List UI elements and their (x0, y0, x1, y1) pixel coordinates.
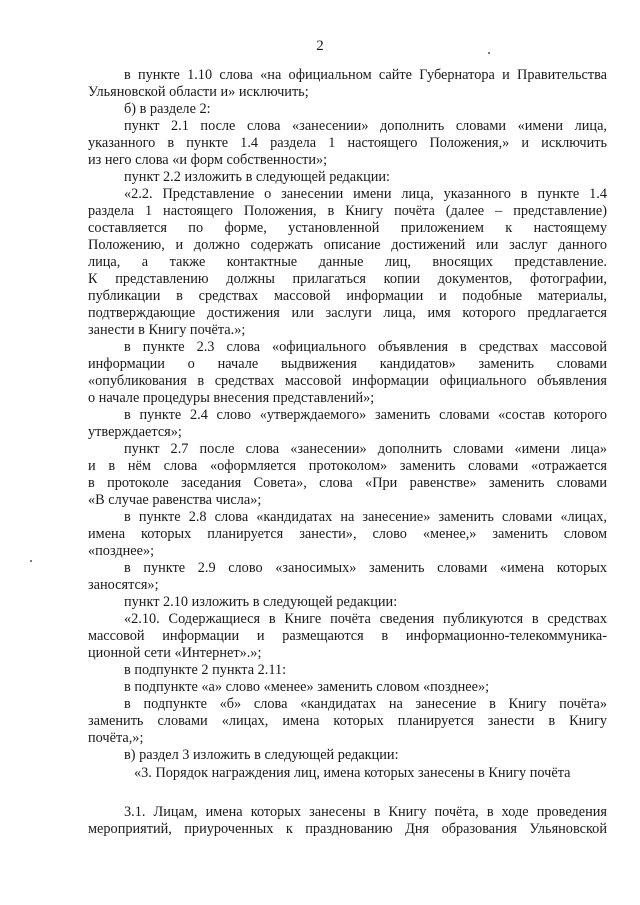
text-line: в пункте 2.4 слово «утверждаемого» заменить словами «состав которого (124, 407, 607, 423)
text-line: в подпункте «б» слова «кандидатах на занесение в Книгу почёта» (124, 696, 607, 712)
text-line: лица, а также контактные данные лиц, вносящих представление. (88, 254, 607, 270)
text-line: Ульяновской области и» исключить; (88, 84, 309, 100)
text-line: массовой информации и размещаются в информационно-телекоммуника- (88, 628, 607, 644)
text-line: «2.2. Представление о занесении имени лица, указанного в пункте 1.4 (124, 186, 607, 202)
text-line: раздела 1 настоящего Положения, в Книгу почёта (далее – представление) (88, 203, 607, 219)
text-line: Положению, и должно содержать описание достижений или заслуг данного (88, 237, 607, 253)
text-line: в подпункте «а» слово «менее» заменить словом «позднее»; (124, 679, 490, 695)
text-line: б) в разделе 2: (124, 101, 211, 117)
text-line: имена которых планируется занести», слово «менее,» заменить словом (88, 526, 607, 542)
text-line: 3.1. Лицам, имена которых занесены в Книгу почёта, в ходе проведения (124, 804, 607, 820)
text-line: пункт 2.10 изложить в следующей редакции: (124, 594, 398, 610)
text-line: мероприятий, приуроченных к празднованию Дня образования Ульяновской (88, 821, 607, 837)
text-line: информации о начале выдвижения кандидатов» заменить словами (88, 356, 607, 372)
text-line: заменить словами «лицах, имена которых планируется занести в Книгу (88, 713, 607, 729)
text-line: в протоколе заседания Совета», слова «При равенстве» заменить словами (88, 475, 607, 491)
scan-speck (30, 560, 32, 562)
text-line: «2.10. Содержащиеся в Книге почёта сведения публикуются в средствах (124, 611, 607, 627)
text-line: подтверждающие достижения или заслуги лица, имя которого предлагается (88, 305, 607, 321)
section-heading: «3. Порядок награждения лиц, имена которых занесены в Книгу почёта (134, 765, 571, 781)
text-line: заносятся»; (88, 577, 159, 593)
text-line: К представлению должны прилагаться копии документов, фотографии, (88, 271, 607, 287)
text-line: в) раздел 3 изложить в следующей редакции: (124, 747, 399, 763)
text-line: указанного в пункте 1.4 раздела 1 настоящего Положения,» и исключить (88, 135, 607, 151)
scan-speck (488, 52, 490, 54)
text-line: о начале процедуры внесения представлений»; (88, 390, 375, 406)
text-line: в пункте 2.9 слово «заносимых» заменить словами «имена которых (124, 560, 607, 576)
text-line: почёта,»; (88, 730, 144, 746)
page-number: 2 (316, 38, 324, 54)
text-line: публикации в средствах массовой информации и подобные материалы, (88, 288, 607, 304)
text-line: занести в Книгу почёта.»; (88, 322, 246, 338)
text-line: ционной сети «Интернет».»; (88, 645, 262, 661)
text-line: в пункте 2.3 слова «официального объявления в средствах массовой (124, 339, 607, 355)
text-line: утверждается»; (88, 424, 182, 440)
text-line: в пункте 2.8 слова «кандидатах на занесение» заменить словами «лицах, (124, 509, 607, 525)
text-line: в пункте 1.10 слова «на официальном сайте Губернатора и Правительства (124, 67, 607, 83)
text-line: «В случае равенства числа»; (88, 492, 262, 508)
text-line: «опубликования в средствах массовой информации официального объявления (88, 373, 607, 389)
text-line: из него слова «и форм собственности»; (88, 152, 328, 168)
text-line: пункт 2.2 изложить в следующей редакции: (124, 169, 391, 185)
text-line: пункт 2.7 после слова «занесении» дополнить словами «имени лица» (124, 441, 607, 457)
text-line: составляется по форме, установленной приложением к настоящему (88, 220, 607, 236)
text-line: пункт 2.1 после слова «занесении» дополнить словами «имени лица, (124, 118, 607, 134)
text-line: «позднее»; (88, 543, 155, 559)
text-line: и в нём слова «оформляется протоколом» заменить словами «отражается (88, 458, 607, 474)
text-line: в подпункте 2 пункта 2.11: (124, 662, 287, 678)
